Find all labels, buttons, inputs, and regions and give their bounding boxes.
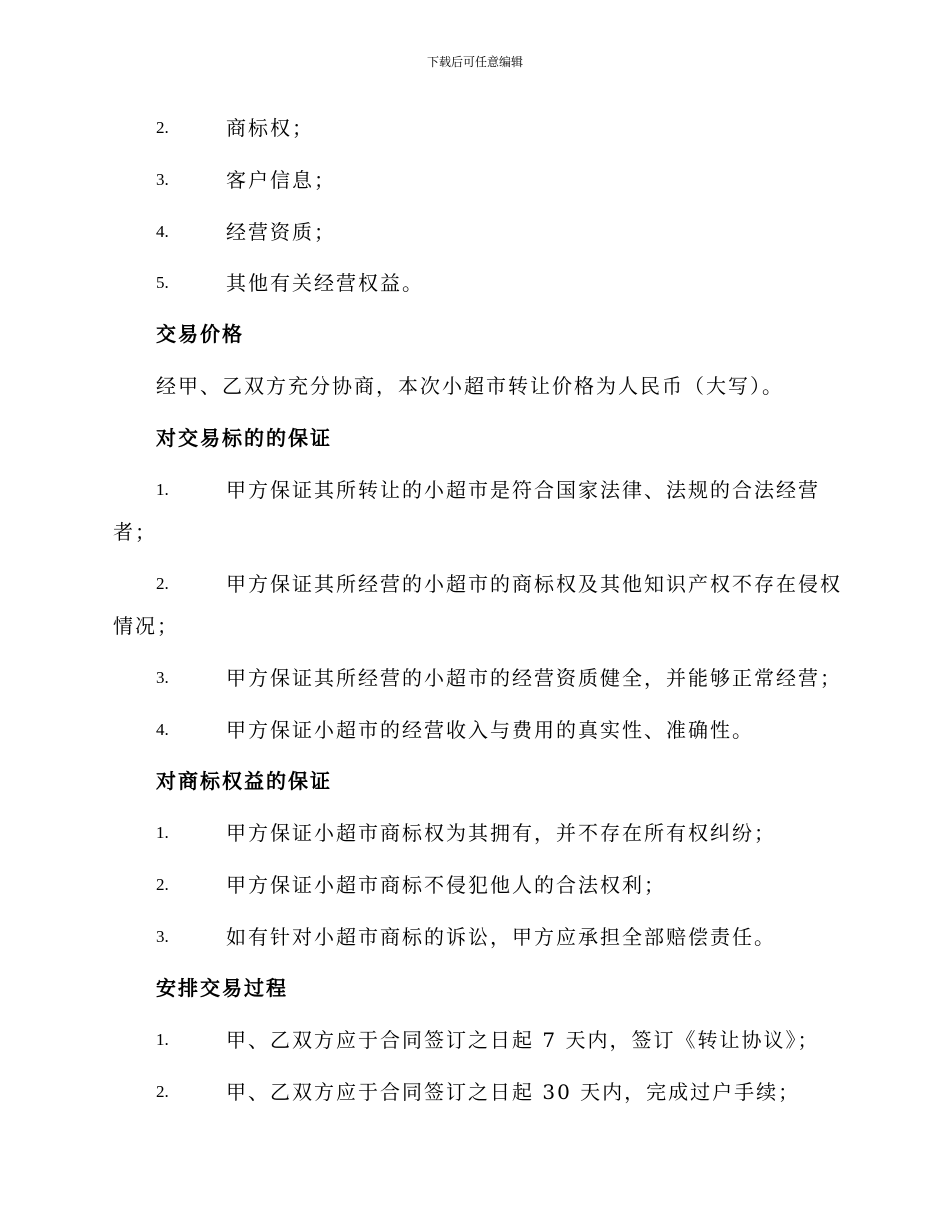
list-item-text: 如有针对小超市商标的诉讼，甲方应承担全部赔偿责任。 xyxy=(226,925,776,949)
list-item-number: 3. xyxy=(156,668,169,687)
list-item-number: 2. xyxy=(156,1082,169,1101)
list-item-number: 2. xyxy=(156,574,169,593)
price-paragraph: 经甲、乙双方充分协商，本次小超市转让价格为人民币（大写）。 xyxy=(156,374,784,398)
list-item-number: 4. xyxy=(156,720,169,739)
list-item-text: 甲方保证其所经营的小超市的经营资质健全，并能够正常经营； xyxy=(226,666,842,690)
list-item-number: 3. xyxy=(156,170,169,189)
list-item-number: 2. xyxy=(156,118,169,137)
list-item-continuation: 情况； xyxy=(113,614,179,638)
section-heading-trademark: 对商标权益的保证 xyxy=(156,769,332,793)
list-item-text: 甲方保证小超市商标不侵犯他人的合法权利； xyxy=(226,873,666,897)
list-item-continuation: 者； xyxy=(113,520,157,544)
section-heading-process: 安排交易过程 xyxy=(156,976,288,1000)
section-heading-price: 交易价格 xyxy=(156,322,244,346)
list-item-number: 3. xyxy=(156,927,169,946)
list-item-number: 1. xyxy=(156,1030,169,1049)
list-item-text: 客户信息； xyxy=(226,168,336,192)
list-item-text: 甲方保证小超市的经营收入与费用的真实性、准确性。 xyxy=(226,718,754,742)
section-heading-guarantee: 对交易标的的保证 xyxy=(156,426,332,450)
list-item-text: 甲方保证其所转让的小超市是符合国家法律、法规的合法经营 xyxy=(226,478,820,502)
list-item-text: 甲、乙双方应于合同签订之日起 30 天内，完成过户手续； xyxy=(226,1080,801,1104)
list-item-number: 5. xyxy=(156,273,169,292)
list-item-number: 4. xyxy=(156,222,169,241)
list-item-text: 经营资质； xyxy=(226,220,336,244)
list-item-text: 甲方保证小超市商标权为其拥有，并不存在所有权纠纷； xyxy=(226,821,776,845)
list-item-text: 商标权； xyxy=(226,116,314,140)
page-header: 下载后可任意编辑 xyxy=(426,55,523,69)
list-item-number: 2. xyxy=(156,875,169,894)
list-item-number: 1. xyxy=(156,823,169,842)
list-item-text: 甲、乙双方应于合同签订之日起 7 天内，签订《转让协议》； xyxy=(226,1028,820,1052)
list-item-text: 甲方保证其所经营的小超市的商标权及其他知识产权不存在侵权 xyxy=(226,572,842,596)
list-item-text: 其他有关经营权益。 xyxy=(226,271,424,295)
list-item-number: 1. xyxy=(156,480,169,499)
